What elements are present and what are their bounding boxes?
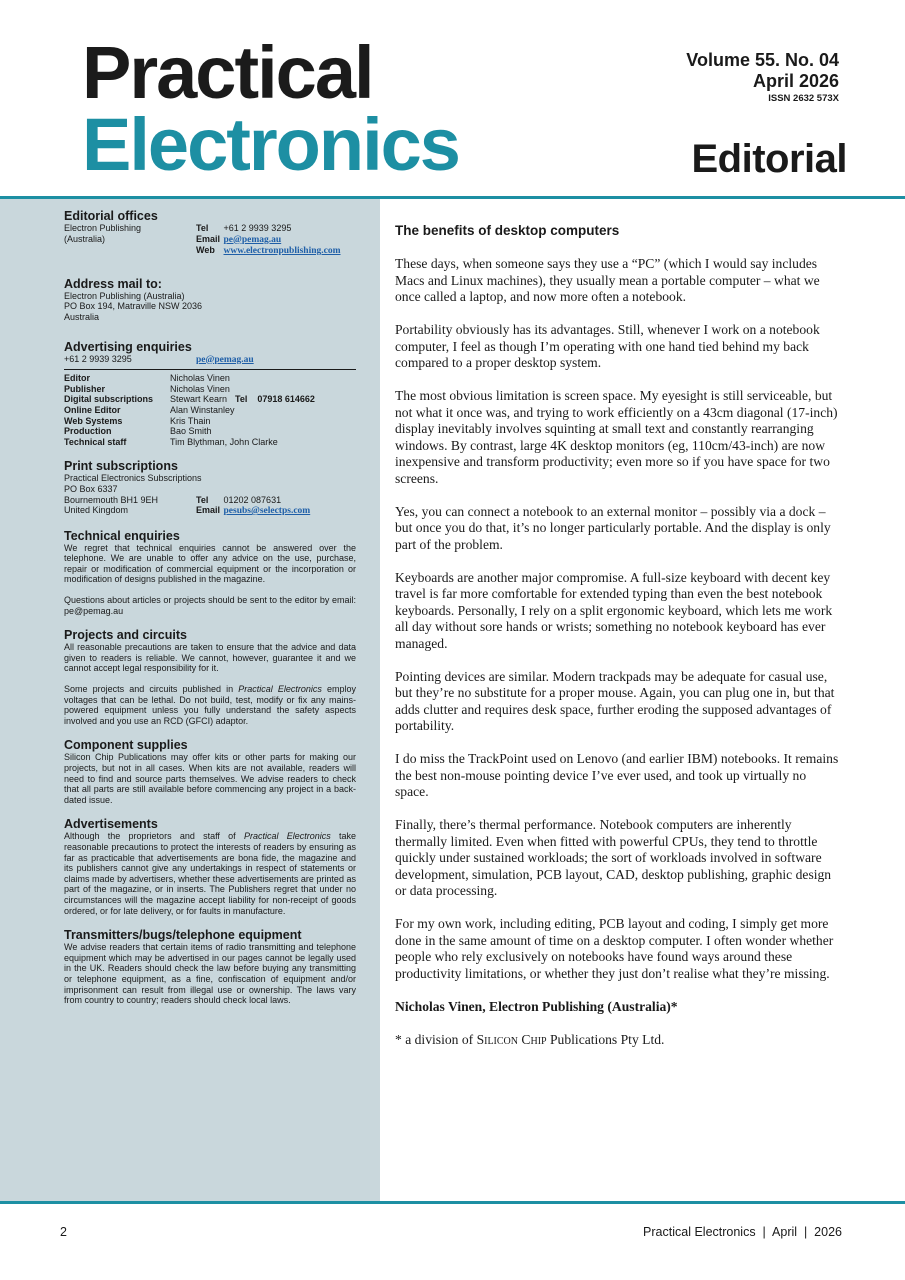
- article-paragraph: Finally, there’s thermal performance. Notebook computers are inherently thermally limited. Even when fitted with powerful CPUs, they tend to throttle quickly under sustained workloads; the sort of workloads involved in software development, simulation, PCB layout, CAD, desktop publishing, graphic design or data processing.: [395, 817, 832, 898]
- issue-date: April 2026: [752, 71, 839, 91]
- web-label: Web: [196, 245, 215, 256]
- offices-heading: Editorial offices: [64, 209, 158, 223]
- offices-line1: Electron Publishing: [64, 223, 142, 233]
- projects-p2: Some projects and circuits published in Practical Electronics employ voltages that can be lethal. Do not build, test, modify or fix any mains-powered equipment unless you fully understand the safety aspects involved and you use an RCD (GFCI) adaptor.: [64, 684, 356, 726]
- technical-p2: Questions about articles or projects should be sent to the editor by email: pe@pemag.au: [64, 595, 356, 616]
- advertising-email-link[interactable]: pe@pemag.au: [196, 354, 254, 365]
- sidebar-content: [64, 209, 356, 1018]
- issn: ISSN 2632 573X: [768, 93, 839, 104]
- mail-address: [64, 277, 356, 323]
- advertising-enquiries: [64, 340, 356, 448]
- article-paragraph: These days, when someone says they use a “PC” (which I would say includes Macs and Linux machines), they usually mean a portable computer – what we once called a laptop, and now more often a notebook.: [395, 256, 820, 304]
- mail-heading: Address mail to:: [64, 276, 162, 291]
- article-paragraph: Portability obviously has its advantages. Still, whenever I work on a notebook computer, I feel as though I’m operating with one hand tied behind my back compared to a proper desktop system.: [395, 322, 820, 370]
- print-subs-heading: Print subscriptions: [64, 459, 178, 474]
- editorial-article: [395, 222, 843, 1065]
- projects-circuits: [64, 628, 356, 726]
- staff-row: Editor Nicholas Vinen: [64, 373, 230, 384]
- offices-line2: (Australia): [64, 233, 106, 244]
- article-paragraph: Keyboards are another major compromise. A full-size keyboard with decent key travel is far more comfortable for extended typing than even the best notebook keyboards. Personally, I rely on a split ergonomic keyboard, which lets me work all day without sore hands or wrists; something no notebook keyboard has ever managed.: [395, 569, 833, 651]
- technical-p1: We regret that technical enquiries cannot be answered over the telephone. We are unable to offer any advice on the use, purchase, repair or modification of commercial equipment or the incorporation or modification of designs published in the magazine.: [64, 542, 356, 585]
- bottom-divider: [0, 1201, 905, 1204]
- page-number: 2: [60, 1225, 67, 1239]
- projects-p1: All reasonable precautions are taken to ensure that the advice and data given to readers is reliable. We cannot, however, guarantee it and we cannot accept legal responsibility for it.: [64, 642, 356, 674]
- logo-practical: Practical: [82, 31, 373, 114]
- offices-email-link[interactable]: pe@pemag.au: [223, 234, 282, 245]
- print-subs-email-link[interactable]: pesubs@selectps.com: [223, 506, 311, 517]
- staff-row: Digital subscriptions Stewart Kearn Tel 07918 614662: [64, 394, 315, 405]
- article-paragraph: The most obvious limitation is screen space. My eyesight is still serviceable, but not what it once was, and trying to work efficiently on a 43cm diagonal (17-inch) display inevitably involves squinting at small text and constantly rearranging windows. By contrast, large 4K desktop monitors (eg, 110cm/43-inch) are now inexpensive and transform productivity; even more so if you have space for two screens.: [395, 388, 838, 486]
- section-title: Editorial: [691, 137, 847, 181]
- advertising-heading: Advertising enquiries: [64, 339, 192, 354]
- tel-label: Tel: [196, 494, 209, 505]
- components-p1: Silicon Chip Publications may offer kits or other parts for making our projects, but not in all cases. When kits are not available, readers will need to find and source parts themselves. We advise readers to check that all parts are still available before commencing any project in a back-dated issue.: [64, 752, 356, 805]
- tel-label: Tel: [196, 223, 209, 233]
- staff-row: Production Bao Smith: [64, 426, 212, 437]
- offices-web-link[interactable]: www.electronpublishing.com: [223, 246, 341, 257]
- volume-number: Volume 55. No. 04: [686, 50, 839, 70]
- print-subscriptions: [64, 459, 356, 516]
- article-title: The benefits of desktop computers: [395, 223, 620, 238]
- article-paragraph: For my own work, including editing, PCB layout and coding, I simply get more done in the same amount of time on a desktop computer. I often wonder whether people who rely exclusively on notebooks have found ways around these productivity limitations, or whether they just don’t realise what they’re missing.: [395, 916, 834, 981]
- transmitters-p1: We advise readers that certain items of radio transmitting and telephone equipment which may be advertised in our pages cannot be legally used in the UK. Readers should check the law before buying any transmitting or telephone equipment, as a fine, confiscation of equipment and/or imprisonment can result from illegal use or ownership. The laws vary from country to country; readers should check local laws.: [64, 942, 356, 1006]
- issue-info: [686, 50, 839, 106]
- print-subs-tel: 01202 087631: [223, 494, 282, 505]
- staff-row: Web Systems Kris Thain: [64, 415, 211, 426]
- advertising-phone: +61 2 9939 3295: [64, 353, 132, 364]
- component-supplies: [64, 738, 356, 805]
- mail-line3: Australia: [64, 311, 100, 322]
- transmitters: [64, 928, 356, 1006]
- email-label: Email: [196, 233, 221, 244]
- offices-tel: +61 2 9939 3295: [223, 223, 292, 233]
- article-paragraph: I do miss the TrackPoint used on Lenovo (and earlier IBM) notebooks. It remains the best non-mouse pointing device I’ve ever used, and took up virtually no space.: [395, 751, 839, 799]
- print-subs-line4: United Kingdom: [64, 505, 129, 516]
- staff-list: [64, 369, 356, 447]
- article-paragraph: Pointing devices are similar. Modern trackpads may be adequate for casual use, but they’re no substitute for a proper mouse. Again, you can plug one in, but that adds clutter and requires desk space, further eroding the supposed advantages of portability.: [395, 668, 835, 733]
- editorial-offices: [64, 209, 356, 257]
- technical-heading: Technical enquiries: [64, 528, 180, 543]
- sidebar: [0, 199, 380, 1201]
- masthead: [0, 0, 905, 198]
- technical-enquiries: [64, 529, 356, 617]
- adverts-p1: Although the proprietors and staff of Practical Electronics take reasonable precautions to protect the interests of readers by ensuring as far as practicable that advertisements are bona fide, the magazine and its publishers cannot give any undertakings in respect of statements or claims made by advertisers, whether these advertisements are printed as part of the magazine, or in inserts. The Publishers regret that under no circumstances will the magazine accept liability for non-receipt of goods ordered, or for late delivery, or for faults in manufacture.: [64, 831, 356, 916]
- article-paragraph: Yes, you can connect a notebook to an external monitor – possibly via a dock – but once you do that, it’s no longer particularly portable. And the display is only part of the problem.: [395, 503, 831, 552]
- signature-note: * a division of Silicon Chip Publications Pty Ltd.: [395, 1031, 665, 1047]
- projects-heading: Projects and circuits: [64, 628, 187, 643]
- print-subs-line2: PO Box 6337: [64, 483, 118, 494]
- components-heading: Component supplies: [64, 738, 188, 753]
- mail-line1: Electron Publishing (Australia): [64, 290, 185, 301]
- print-subs-line1: Practical Electronics Subscriptions: [64, 473, 202, 484]
- staff-row: Online Editor Alan Winstanley: [64, 404, 235, 415]
- email-label: Email: [196, 505, 221, 516]
- transmitters-heading: Transmitters/bugs/telephone equipment: [64, 928, 302, 943]
- adverts-heading: Advertisements: [64, 817, 158, 832]
- print-subs-line3: Bournemouth BH1 9EH: [64, 494, 159, 505]
- logo-electronics: Electronics: [82, 103, 459, 186]
- mail-line2: PO Box 194, Matraville NSW 2036: [64, 301, 203, 312]
- footer-publication: Practical Electronics | April | 2026: [643, 1225, 842, 1239]
- signature: Nicholas Vinen, Electron Publishing (Australia)*: [395, 998, 678, 1014]
- advertisements: [64, 817, 356, 916]
- staff-row: Technical staff Tim Blythman, John Clarke: [64, 436, 278, 447]
- staff-row: Publisher Nicholas Vinen: [64, 383, 230, 394]
